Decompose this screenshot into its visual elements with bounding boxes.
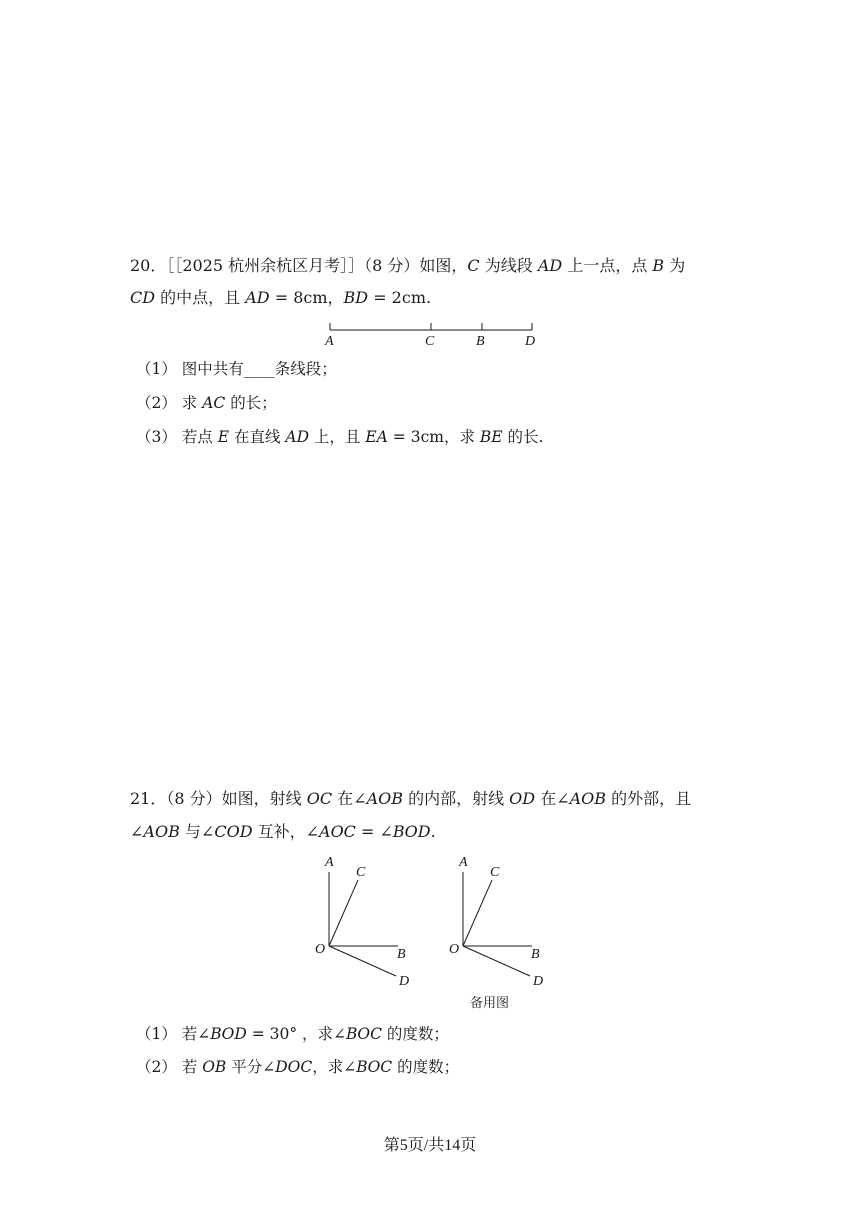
ray-label-d: D — [533, 974, 544, 989]
point-label-c: C — [425, 334, 435, 349]
q20-part3: （3） 若点 𝐸 在直线 𝐴𝐷 上，且 𝐸𝐴 = 3cm，求 𝐵𝐸 的长. — [136, 428, 544, 446]
q20-stem-line1: 20．［［2025 杭州余杭区月考］］（8 分）如图，𝐶 为线段 𝐴𝐷 上一点，点 𝐵 为 — [130, 256, 686, 275]
q21-stem-line2: ∠𝐴𝑂𝐵 与∠𝐶𝑂𝐷 互补，∠𝐴𝑂𝐶 = ∠𝐵𝑂𝐷. — [130, 822, 436, 841]
point-label-a: A — [325, 334, 334, 349]
q21-part2: （2） 若 𝑂𝐵 平分∠𝐷𝑂𝐶，求∠𝐵𝑂𝐶 的度数； — [136, 1058, 460, 1076]
spare-figure-caption: 备用图 — [470, 996, 510, 1011]
q21-angle-figure-spare — [444, 850, 564, 1015]
ray-label-a: A — [325, 855, 334, 870]
point-label-d: D — [525, 334, 536, 349]
ray-label-c: C — [356, 865, 366, 880]
q20-stem-line2: 𝐶𝐷 的中点，且 𝐴𝐷 = 8cm，𝐵𝐷 = 2cm. — [130, 288, 432, 307]
ray-label-b: B — [531, 947, 540, 962]
ray-label-b: B — [397, 947, 406, 962]
page-number: 第5页/共14页 — [383, 1137, 477, 1154]
vertex-label-o: O — [449, 942, 460, 957]
q20-part1: （1） 图中共有____条线段； — [136, 360, 337, 378]
q21-part1: （1） 若∠𝐵𝑂𝐷 = 30° ，求∠𝐵𝑂𝐶 的度数； — [136, 1025, 449, 1043]
ray-label-c: C — [490, 865, 500, 880]
ray-label-d: D — [399, 974, 410, 989]
ray-label-a: A — [459, 855, 468, 870]
q20-segment-figure — [320, 318, 550, 350]
q21-angle-figure-main — [310, 850, 430, 990]
vertex-label-o: O — [315, 942, 326, 957]
q20-part2: （2） 求 𝐴𝐶 的长； — [136, 394, 277, 412]
q21-stem-line1: 21．（8 分）如图，射线 𝑂𝐶 在∠𝐴𝑂𝐵 的内部，射线 𝑂𝐷 在∠𝐴𝑂𝐵 的外部，且 — [130, 789, 692, 808]
point-label-b: B — [476, 334, 485, 349]
